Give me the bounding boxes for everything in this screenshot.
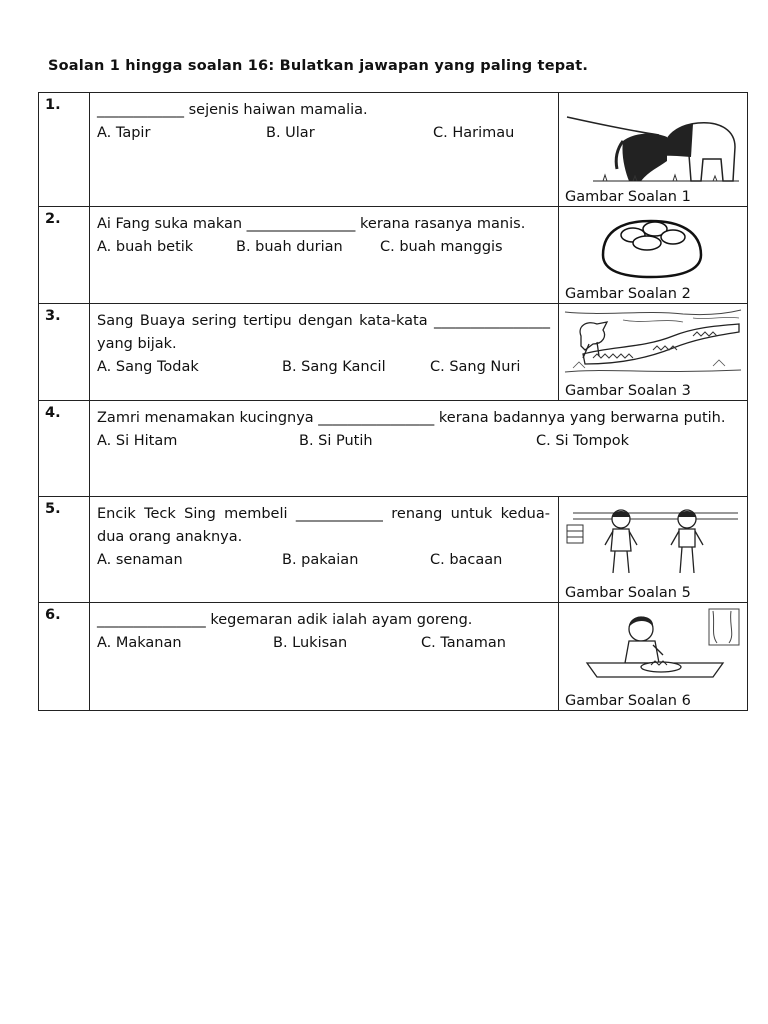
picture-caption: Gambar Soalan 2: [565, 286, 691, 302]
option-a[interactable]: A. Tapir: [97, 125, 151, 141]
picture-cell: [559, 603, 748, 711]
question-number: 5.: [39, 497, 90, 603]
question-row: [39, 603, 748, 711]
picture-caption: Gambar Soalan 5: [565, 585, 691, 601]
question-table: [38, 92, 748, 711]
boy-eating-icon: [563, 605, 743, 685]
option-a[interactable]: A. Sang Todak: [97, 359, 199, 375]
question-text: ____________ sejenis haiwan mamalia.: [97, 102, 368, 118]
option-c[interactable]: C. Si Tompok: [536, 433, 630, 449]
question-body: [90, 497, 559, 603]
question-text: Ai Fang suka makan _______________ kerana rasanya manis.: [97, 216, 526, 232]
picture-cell: [559, 207, 748, 304]
option-a[interactable]: A. Makanan: [97, 635, 182, 651]
swimming-children-icon: [563, 499, 743, 577]
picture-cell: [559, 304, 748, 401]
question-number: 3.: [39, 304, 90, 401]
picture-caption: Gambar Soalan 3: [565, 383, 691, 399]
answer-options: [97, 549, 550, 572]
mangosteen-icon: [595, 215, 707, 279]
picture-cell: [559, 93, 748, 207]
question-body: [90, 401, 748, 497]
option-b[interactable]: B. Sang Kancil: [282, 359, 386, 375]
question-row: [39, 207, 748, 304]
question-body: [90, 207, 559, 304]
picture-caption: Gambar Soalan 1: [565, 189, 691, 205]
answer-options: [97, 632, 550, 655]
tapir-icon: [563, 95, 743, 183]
question-number: 6.: [39, 603, 90, 711]
question-text: _______________ kegemaran adik ialah ayam goreng.: [97, 612, 473, 628]
question-text: Sang Buaya sering tertipu dengan kata-kata ________________ yang bijak.: [97, 313, 550, 352]
instruction-heading: Soalan 1 hingga soalan 16: Bulatkan jawapan yang paling tepat.: [48, 58, 589, 74]
answer-options: [97, 356, 550, 379]
question-body: [90, 603, 559, 711]
question-row: [39, 401, 748, 497]
option-b[interactable]: B. pakaian: [282, 552, 359, 568]
answer-options: [97, 122, 550, 145]
option-b[interactable]: B. Ular: [266, 125, 315, 141]
question-body: [90, 93, 559, 207]
option-a[interactable]: A. senaman: [97, 552, 183, 568]
question-text: Encik Teck Sing membeli ____________ renang untuk kedua-dua orang anaknya.: [97, 506, 550, 545]
option-a[interactable]: A. Si Hitam: [97, 433, 178, 449]
question-body: [90, 304, 559, 401]
answer-options: [97, 430, 739, 453]
option-a[interactable]: A. buah betik: [97, 239, 194, 255]
question-row: [39, 304, 748, 401]
question-row: [39, 93, 748, 207]
option-b[interactable]: B. buah durian: [236, 239, 343, 255]
option-c[interactable]: C. Harimau: [433, 125, 515, 141]
question-row: [39, 497, 748, 603]
question-number: 1.: [39, 93, 90, 207]
question-number: 2.: [39, 207, 90, 304]
question-text: Zamri menamakan kucingnya ________________ kerana badannya yang berwarna putih.: [97, 410, 726, 426]
picture-cell: [559, 497, 748, 603]
option-c[interactable]: C. bacaan: [430, 552, 503, 568]
option-b[interactable]: B. Lukisan: [273, 635, 348, 651]
kancil-crocodile-icon: [563, 306, 743, 378]
question-number: 4.: [39, 401, 90, 497]
option-c[interactable]: C. buah manggis: [380, 239, 503, 255]
picture-caption: Gambar Soalan 6: [565, 693, 691, 709]
option-c[interactable]: C. Sang Nuri: [430, 359, 521, 375]
option-b[interactable]: B. Si Putih: [299, 433, 373, 449]
answer-options: [97, 236, 550, 259]
option-c[interactable]: C. Tanaman: [421, 635, 506, 651]
